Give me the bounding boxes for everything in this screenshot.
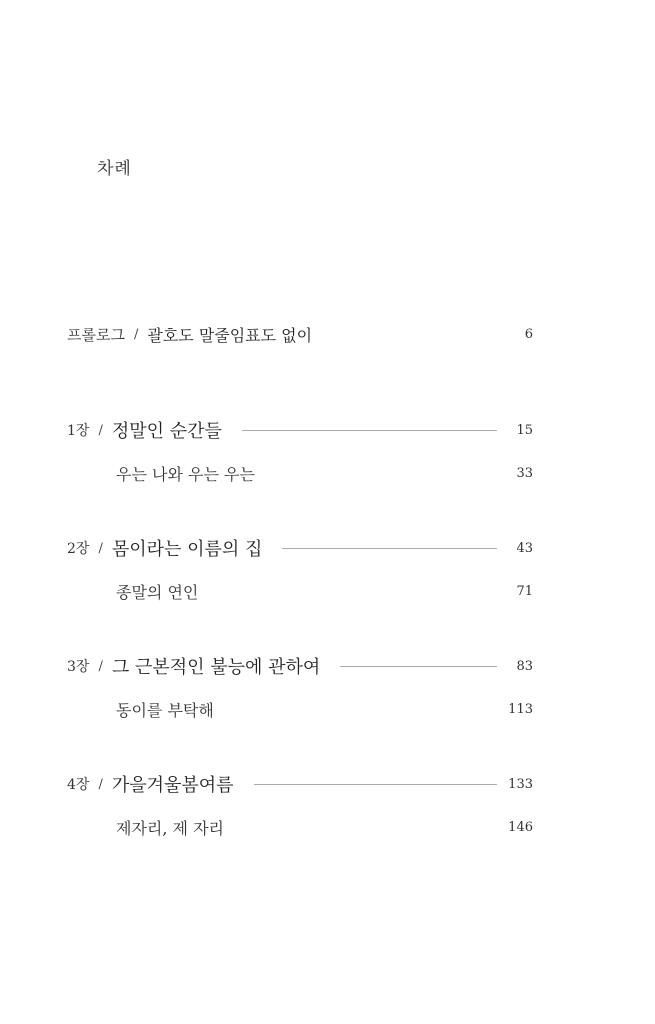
toc-title: 차례	[97, 159, 132, 179]
section-title: 우는 나와 우는 우는	[116, 464, 255, 484]
chapter-number: 3장	[67, 659, 90, 675]
page-number: 43	[516, 540, 533, 556]
chapter-label-group	[67, 535, 262, 561]
chapter-title: 몸이라는 이름의 집	[111, 539, 263, 560]
prologue-label: 프롤로그	[67, 325, 125, 344]
toc-entry-section-4-1[interactable]	[116, 815, 533, 839]
chapter-title: 가을겨울봄여름	[111, 775, 234, 796]
page-number: 33	[516, 465, 533, 481]
leader-line	[242, 430, 497, 431]
toc-entry-section-2-1[interactable]	[116, 579, 533, 603]
chapter-label-group	[67, 771, 234, 797]
leader-line	[282, 548, 497, 549]
leader-line	[340, 666, 497, 667]
page-number: 83	[516, 658, 533, 674]
toc-entry-section-3-1[interactable]	[116, 697, 533, 721]
toc-entry-chapter-3[interactable]	[67, 653, 533, 679]
chapter-number: 2장	[67, 541, 90, 557]
page-number: 133	[508, 776, 533, 792]
leader-line	[254, 784, 497, 785]
toc-entry-chapter-4[interactable]	[67, 771, 533, 797]
chapter-title: 그 근본적인 불능에 관하여	[111, 657, 321, 678]
toc-entry-section-1-1[interactable]	[116, 461, 533, 485]
section-title: 동이를 부탁해	[116, 700, 214, 720]
toc-entry-chapter-1[interactable]	[67, 417, 533, 443]
chapter-label-group	[67, 417, 222, 443]
separator: /	[98, 658, 103, 674]
prologue-title: 괄호도 말줄임표도 없이	[147, 325, 313, 345]
page-number: 6	[524, 326, 533, 342]
separator: /	[98, 540, 103, 556]
chapter-title: 정말인 순간들	[111, 421, 222, 442]
section-title: 제자리, 제 자리	[116, 818, 224, 838]
page-number: 15	[516, 422, 533, 438]
separator: /	[133, 326, 139, 342]
page-number: 146	[508, 819, 533, 835]
chapter-number: 4장	[67, 777, 90, 793]
separator: /	[98, 422, 103, 438]
page-number: 71	[516, 583, 533, 599]
toc-entry-chapter-2[interactable]	[67, 535, 533, 561]
chapter-label-group	[67, 653, 320, 679]
page-number: 113	[508, 701, 533, 717]
section-title: 종말의 연인	[116, 582, 199, 602]
toc-entry-prologue[interactable]	[67, 321, 533, 347]
separator: /	[98, 776, 103, 792]
chapter-number: 1장	[67, 423, 90, 439]
prologue-label-group	[67, 323, 312, 346]
